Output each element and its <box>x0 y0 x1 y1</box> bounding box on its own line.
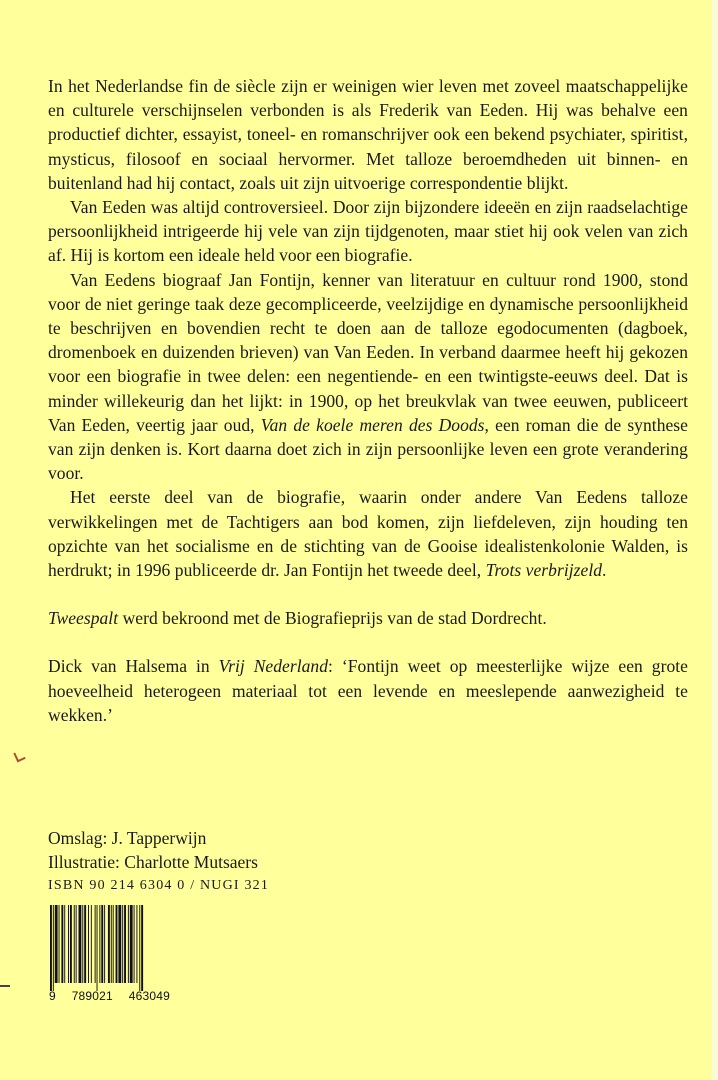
barcode-bar <box>50 905 52 991</box>
barcode-digit-right: 463049 <box>128 989 170 1003</box>
barcode-bar <box>124 905 126 983</box>
barcode-bar <box>113 905 114 983</box>
paragraph-award <box>48 606 688 630</box>
barcode-digit-prefix: 9 <box>49 989 56 1003</box>
paragraph-controversial <box>48 195 688 268</box>
paragraph-first-part-text: Het eerste deel van de biografie, waarin onder andere Van Eedens talloze verwikkelingen met de Tachtigers aan bod komen, zijn liefdeleven, zijn houding ten opzichte van het socialisme en de stichting van de Gooise idealistenkolonie Walden, is herdrukt; in 1996 publiceerde dr. Jan Fontijn het tweede deel, <box>48 487 688 581</box>
barcode-bars <box>49 905 170 991</box>
paragraph-intro <box>48 74 688 195</box>
review-source-magazine: Vrij Nederland <box>218 656 329 677</box>
edge-mark <box>0 985 10 987</box>
pen-mark <box>13 750 25 763</box>
barcode-bar <box>64 905 65 983</box>
paragraph-first-part <box>48 485 688 582</box>
barcode-bar <box>128 905 129 983</box>
barcode-bar <box>68 905 69 983</box>
paragraph-intro-text: In het Nederlandse fin de siècle zijn er weinigen wier leven met zoveel maatschappelijke en culturele verschijnselen verbonden is als Frederik van Eeden. Hij was behalve een productief dichter, essayist, toneel- en romanschrijver ook een bekend psychiater, spiritist, mysticus, filosoof en sociaal hervormer. Met talloze beroemdheden uit binnen- en buitenland had hij contact, zoals uit zijn uitvoerige correspondentie blijkt. <box>48 76 688 193</box>
barcode-bar <box>70 905 72 983</box>
illustration-credit: Illustratie: Charlotte Mutsaers <box>48 852 258 873</box>
barcode-bar <box>61 905 63 983</box>
barcode-bar <box>134 905 135 983</box>
barcode-bar <box>141 905 143 991</box>
barcode-bar <box>55 905 58 983</box>
blurb-text <box>48 74 688 727</box>
barcode-bar <box>139 905 140 991</box>
barcode-bar <box>74 905 75 983</box>
barcode-bar <box>76 905 77 983</box>
barcode-bar <box>59 905 60 983</box>
barcode-bar <box>97 905 98 991</box>
book-title-koele-meren: Van de koele meren des Doods <box>260 414 485 435</box>
paragraph-controversial-text: Van Eeden was altijd controversieel. Door zijn bijzondere ideeën en zijn raadselachtige persoonlijkheid intrigeerde hij vele van zijn tijdgenoten, maar stiet hij ook velen van zich af. Hij is kortom een ideale held voor een biografie. <box>48 197 688 266</box>
paragraph-first-part-end: . <box>602 560 607 581</box>
book-title-tweespalt: Tweespalt <box>48 608 119 629</box>
barcode-bar <box>130 905 133 983</box>
barcode-bar <box>116 905 118 983</box>
barcode-bar <box>104 905 105 983</box>
barcode-digits <box>49 989 170 1003</box>
review-source-author: Dick van Halsema in <box>48 656 219 677</box>
paragraph-biographer-end: , een roman die de synthese van zijn denken is. Kort daarna doet zich in zijn persoonlijke leven een grote verandering voor. <box>48 414 688 484</box>
barcode <box>49 905 170 1013</box>
barcode-bar <box>88 905 89 983</box>
barcode-bar <box>84 905 86 983</box>
paragraph-award-text: werd bekroond met de Biografieprijs van de stad Dordrecht. <box>118 608 547 629</box>
cover-credit: Omslag: J. Tapperwijn <box>48 828 207 848</box>
barcode-bar <box>91 905 92 983</box>
barcode-bar <box>111 905 112 983</box>
barcode-bar <box>122 905 123 983</box>
paragraph-biographer-text: Van Eedens biograaf Jan Fontijn, kenner van literatuur en cultuur rond 1900, stond voor de niet geringe taak deze gecompliceerde, veelzijdige en dynamische persoonlijkheid te beschrijven en bovendien recht te doen aan de talloze egodocumenten (dagboek, dromenboek en duizenden brieven) van Van Eeden. In verband daarmee heeft hij gekozen voor een biografie in twee delen: een negentiende- en een twintigste-eeuws deel. Dat is minder willekeurig dan het lijkt: in 1900, op het breukvlak van twee eeuwen, publiceert Van Eeden, veertig jaar oud, <box>48 269 688 435</box>
barcode-bar <box>79 905 82 983</box>
barcode-bar <box>118 905 121 983</box>
barcode-bar <box>136 905 137 983</box>
book-title-trots-verbrijzeld: Trots verbrijzeld <box>485 560 603 581</box>
barcode-bar <box>99 905 100 983</box>
review-quote-text: : ‘Fontijn weet op meesterlijke wijze een grote hoeveelheid heterogeen materiaal tot een levende en meeslepende aanwezigheid te wekken.’ <box>48 656 688 725</box>
paragraph-review-quote <box>48 654 688 727</box>
paragraph-biographer <box>48 268 688 486</box>
credits-block <box>48 826 269 899</box>
barcode-digit-left: 789021 <box>71 989 113 1003</box>
isbn-line: ISBN 90 214 6304 0 / NUGI 321 <box>48 878 270 894</box>
barcode-bar <box>82 905 83 983</box>
barcode-bar <box>95 905 96 983</box>
barcode-bar <box>53 905 54 991</box>
barcode-bar <box>108 905 110 983</box>
barcode-bar <box>101 905 103 983</box>
